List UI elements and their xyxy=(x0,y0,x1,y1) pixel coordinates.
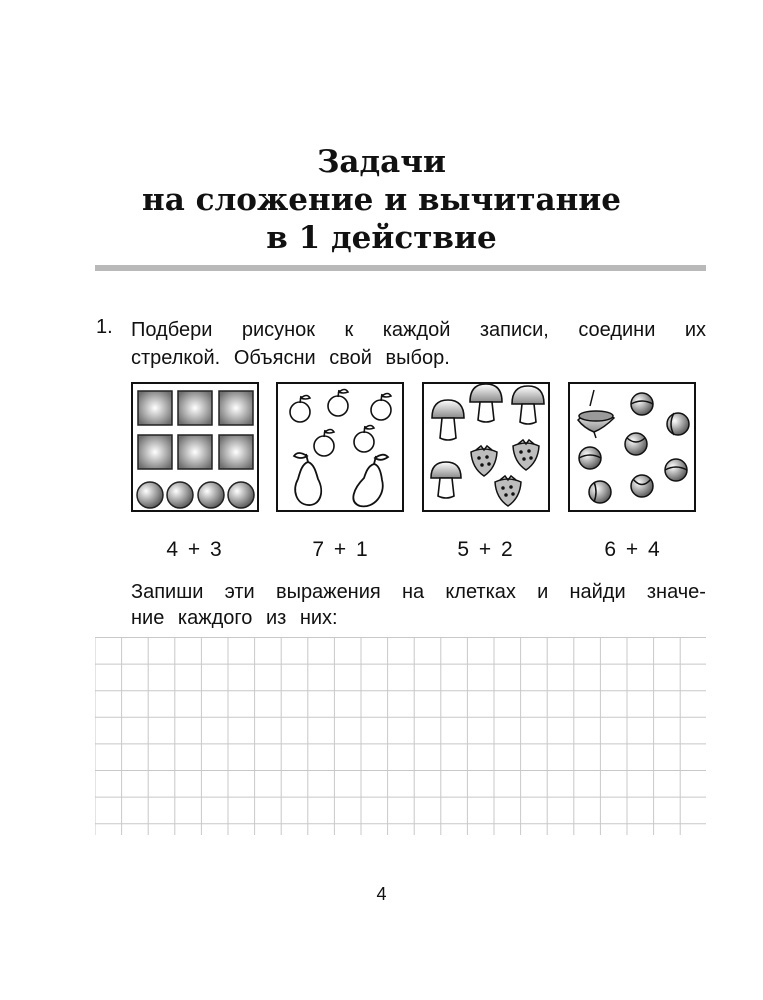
spinning-top-icon xyxy=(578,390,614,438)
page-title-line-2: на сложение и вычитание xyxy=(142,182,621,218)
task-number: 1. xyxy=(96,316,113,338)
word: и xyxy=(537,581,549,603)
expression-4[interactable]: 6 + 4 xyxy=(604,538,662,561)
expression-1[interactable]: 4 + 3 xyxy=(166,538,224,561)
mushroom-icon xyxy=(431,384,544,498)
word: их xyxy=(684,319,707,341)
word: на xyxy=(401,581,425,603)
word: эти xyxy=(224,581,255,603)
word: значе- xyxy=(646,581,706,603)
word: к xyxy=(344,319,354,341)
word: найди xyxy=(569,581,626,603)
word: каждого xyxy=(177,607,253,629)
strawberry-icon xyxy=(471,440,539,506)
word: ние xyxy=(131,607,165,629)
word: клетках xyxy=(445,581,516,603)
word: Объясни xyxy=(233,347,316,369)
ball-icon xyxy=(137,482,254,508)
instruction-line-2 xyxy=(131,604,706,632)
apple-icon xyxy=(290,390,391,457)
word: выражения xyxy=(275,581,381,603)
picture-panel-mushrooms-strawberries[interactable] xyxy=(422,382,550,512)
word: Запиши xyxy=(131,581,204,603)
word: соедини xyxy=(578,319,656,341)
picture-panel-top-balls[interactable] xyxy=(568,382,696,512)
word: выбор. xyxy=(385,347,450,369)
page-title-line-3: в 1 действие xyxy=(266,220,497,256)
pear-icon xyxy=(294,453,388,506)
word: Подбери xyxy=(131,319,213,341)
square-tile-icon xyxy=(138,391,253,469)
picture-panel-squares-balls[interactable] xyxy=(131,382,259,512)
word: них: xyxy=(299,607,338,629)
picture-panel-apples-pears[interactable] xyxy=(276,382,404,512)
title-divider xyxy=(95,265,706,271)
word: каждой xyxy=(382,319,451,341)
instruction-line-1 xyxy=(131,578,706,606)
page-number: 4 xyxy=(376,884,387,904)
expression-3[interactable]: 5 + 2 xyxy=(457,538,515,561)
word: записи, xyxy=(479,319,549,341)
word: рисунок xyxy=(241,319,316,341)
task-text-line-1 xyxy=(131,316,706,344)
word: из xyxy=(265,607,287,629)
ball-icon xyxy=(579,393,689,503)
word: стрелкой. xyxy=(131,347,221,369)
word: свой xyxy=(329,347,372,369)
expression-2[interactable]: 7 + 1 xyxy=(312,538,370,561)
answer-grid[interactable] xyxy=(95,637,707,837)
page-title-line-1: Задачи xyxy=(317,144,446,180)
task-text-line-2 xyxy=(131,344,706,372)
